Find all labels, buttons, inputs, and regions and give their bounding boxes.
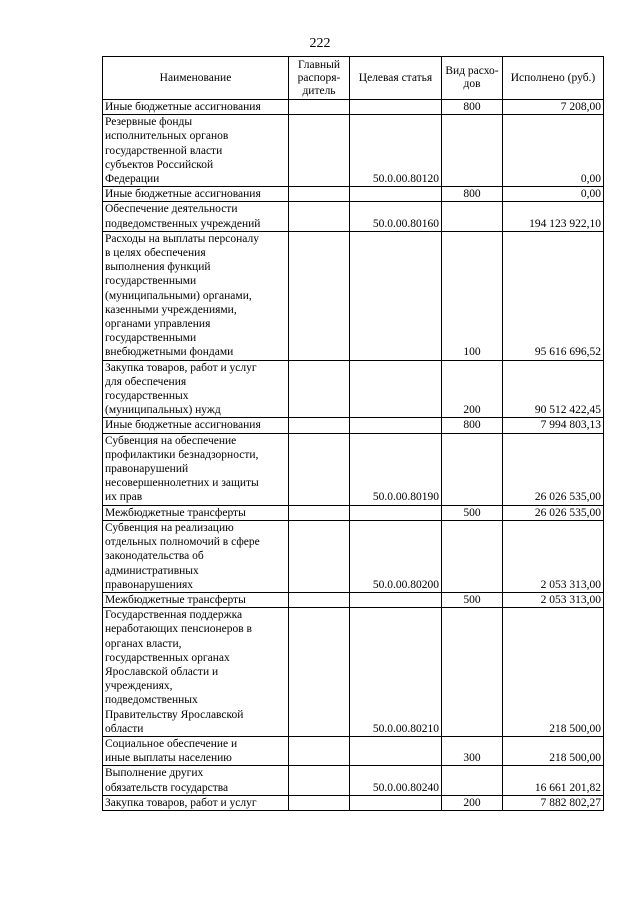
cell-target	[350, 418, 442, 433]
cell-vid	[442, 433, 503, 505]
cell-amount: 218 500,00	[503, 736, 604, 765]
cell-gr	[289, 520, 350, 592]
cell-name: Межбюджетные трансферты	[103, 505, 289, 520]
table-row	[103, 202, 604, 231]
cell-name: Расходы на выплаты персоналу в целях обеспечения выполнения функций государственными (муниципальными) органами, казенными учреждениями, органами управления государственными внебюджетными фондами	[103, 231, 289, 360]
cell-vid: 500	[442, 592, 503, 607]
table-row	[103, 795, 604, 810]
cell-vid: 100	[442, 231, 503, 360]
cell-amount: 95 616 696,52	[503, 231, 604, 360]
cell-vid: 300	[442, 736, 503, 765]
cell-vid: 800	[442, 187, 503, 202]
cell-name: Резервные фонды исполнительных органов государственной власти субъектов Российской Федерации	[103, 115, 289, 187]
cell-name: Закупка товаров, работ и услуг для обеспечения государственных (муниципальных) нужд	[103, 360, 289, 418]
cell-target	[350, 360, 442, 418]
cell-gr	[289, 433, 350, 505]
cell-gr	[289, 592, 350, 607]
cell-name: Выполнение других обязательств государства	[103, 766, 289, 795]
table-row	[103, 115, 604, 187]
cell-amount: 2 053 313,00	[503, 520, 604, 592]
cell-gr	[289, 795, 350, 810]
cell-target	[350, 187, 442, 202]
table-row	[103, 187, 604, 202]
header-target: Целевая статья	[350, 57, 442, 100]
cell-gr	[289, 360, 350, 418]
cell-amount: 16 661 201,82	[503, 766, 604, 795]
cell-target	[350, 231, 442, 360]
cell-gr	[289, 100, 350, 115]
cell-target: 50.0.00.80240	[350, 766, 442, 795]
cell-name: Иные бюджетные ассигнования	[103, 418, 289, 433]
table-header-row	[103, 57, 604, 100]
cell-amount: 194 123 922,10	[503, 202, 604, 231]
cell-gr	[289, 115, 350, 187]
table-row	[103, 592, 604, 607]
cell-target: 50.0.00.80210	[350, 608, 442, 737]
table-row	[103, 360, 604, 418]
cell-gr	[289, 202, 350, 231]
cell-target	[350, 592, 442, 607]
cell-target	[350, 795, 442, 810]
cell-amount: 26 026 535,00	[503, 433, 604, 505]
table-row	[103, 505, 604, 520]
cell-amount: 7 208,00	[503, 100, 604, 115]
cell-vid	[442, 520, 503, 592]
cell-vid	[442, 608, 503, 737]
table-row	[103, 736, 604, 765]
cell-vid: 800	[442, 418, 503, 433]
table-row	[103, 766, 604, 795]
cell-vid: 200	[442, 795, 503, 810]
cell-name: Государственная поддержка неработающих пенсионеров в органах власти, государственных органах Ярославской области и учреждениях, подведомственных Правительству Ярославской области	[103, 608, 289, 737]
page-number: 222	[309, 36, 331, 51]
cell-name: Социальное обеспечение и иные выплаты населению	[103, 736, 289, 765]
cell-gr	[289, 736, 350, 765]
cell-name: Закупка товаров, работ и услуг	[103, 795, 289, 810]
cell-gr	[289, 231, 350, 360]
cell-name: Субвенция на обеспечение профилактики безнадзорности, правонарушений несовершеннолетних и защиты их прав	[103, 433, 289, 505]
header-name: Наименование	[103, 57, 289, 100]
cell-vid	[442, 202, 503, 231]
cell-amount: 26 026 535,00	[503, 505, 604, 520]
cell-amount: 0,00	[503, 187, 604, 202]
table-row	[103, 231, 604, 360]
table-row	[103, 100, 604, 115]
cell-name: Субвенция на реализацию отдельных полномочий в сфере законодательства об административных правонарушениях	[103, 520, 289, 592]
header-expense-type: Вид расхо- дов	[442, 57, 503, 100]
cell-gr	[289, 505, 350, 520]
budget-execution-table	[102, 56, 604, 811]
cell-target: 50.0.00.80160	[350, 202, 442, 231]
cell-amount: 90 512 422,45	[503, 360, 604, 418]
table-row	[103, 433, 604, 505]
cell-vid	[442, 766, 503, 795]
cell-target: 50.0.00.80200	[350, 520, 442, 592]
table-row	[103, 520, 604, 592]
cell-name: Иные бюджетные ассигнования	[103, 187, 289, 202]
cell-amount: 7 882 802,27	[503, 795, 604, 810]
table-row	[103, 608, 604, 737]
cell-name: Иные бюджетные ассигнования	[103, 100, 289, 115]
cell-amount: 0,00	[503, 115, 604, 187]
cell-target: 50.0.00.80120	[350, 115, 442, 187]
cell-vid: 200	[442, 360, 503, 418]
cell-amount: 7 994 803,13	[503, 418, 604, 433]
cell-target	[350, 736, 442, 765]
cell-target: 50.0.00.80190	[350, 433, 442, 505]
cell-vid: 500	[442, 505, 503, 520]
cell-target	[350, 100, 442, 115]
cell-gr	[289, 608, 350, 737]
cell-gr	[289, 418, 350, 433]
cell-target	[350, 505, 442, 520]
header-executed: Исполнено (руб.)	[503, 57, 604, 100]
cell-name: Межбюджетные трансферты	[103, 592, 289, 607]
header-main-manager: Главный распоря- дитель	[289, 57, 350, 100]
cell-gr	[289, 766, 350, 795]
cell-name: Обеспечение деятельности подведомственных учреждений	[103, 202, 289, 231]
table-row	[103, 418, 604, 433]
cell-amount: 218 500,00	[503, 608, 604, 737]
cell-vid	[442, 115, 503, 187]
cell-vid: 800	[442, 100, 503, 115]
cell-amount: 2 053 313,00	[503, 592, 604, 607]
cell-gr	[289, 187, 350, 202]
